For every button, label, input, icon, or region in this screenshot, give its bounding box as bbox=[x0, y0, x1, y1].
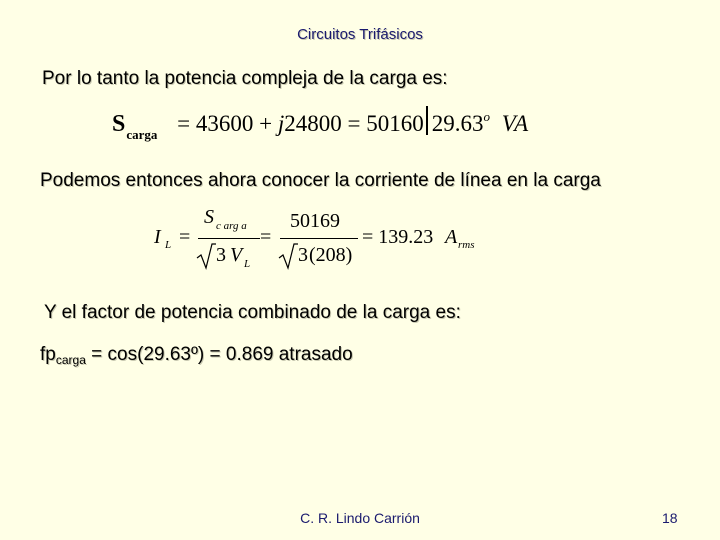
power-factor-result bbox=[40, 344, 353, 367]
eq2-unit: A bbox=[445, 226, 458, 248]
eq1-imag: 24800 = 50160 bbox=[284, 111, 424, 136]
footer-author: C. R. Lindo Carrión bbox=[300, 510, 420, 526]
sqrt-symbol-1 bbox=[196, 242, 216, 270]
eq2-lhs: I bbox=[154, 226, 161, 248]
eq2-den2-paren: (208) bbox=[309, 244, 353, 266]
eq1-symbol: S bbox=[112, 111, 126, 137]
eq2-unit-sub: rms bbox=[458, 239, 475, 251]
eq1-angle: 29.63$^o$ bbox=[426, 106, 490, 135]
eq2-lhs-sub: L bbox=[165, 239, 172, 251]
eq2-den1-sub: L bbox=[244, 258, 251, 270]
fp-subscript: carga bbox=[55, 353, 86, 367]
eq2-result: = 139.23 bbox=[362, 226, 434, 248]
eq2-num1-sub: c arg a bbox=[216, 220, 247, 232]
equation-complex-power bbox=[112, 106, 528, 143]
eq1-j: j bbox=[277, 111, 285, 136]
eq1-subscript: carga bbox=[126, 127, 158, 142]
eq2-den1-coef: 3 bbox=[216, 244, 226, 266]
eq2-equals-2: = bbox=[260, 226, 272, 248]
text-line-power-factor: Y el factor de potencia combinado de la carga es: bbox=[44, 302, 461, 323]
eq2-fraction-bar-1 bbox=[198, 238, 260, 239]
eq1-real: = 43600 + bbox=[177, 111, 273, 136]
eq2-num2: 50169 bbox=[290, 210, 340, 232]
equation-line-current bbox=[152, 206, 492, 272]
eq2-fraction-bar-2 bbox=[280, 238, 358, 239]
text-line-line-current: Podemos entonces ahora conocer la corriente de línea en la carga bbox=[40, 170, 601, 191]
eq2-num1: S bbox=[204, 206, 214, 228]
eq2-equals-1: = bbox=[179, 226, 191, 248]
eq1-unit: VA bbox=[501, 111, 529, 136]
text-line-complex-power: Por lo tanto la potencia compleja de la carga es: bbox=[42, 68, 448, 89]
eq2-den1-var: V bbox=[230, 244, 243, 266]
fp-prefix: fp bbox=[40, 344, 56, 365]
slide-title: Circuitos Trifásicos bbox=[297, 26, 423, 43]
page-number: 18 bbox=[662, 510, 678, 526]
eq2-den2-coef: 3 bbox=[298, 244, 308, 266]
fp-value: = cos(29.63º) = 0.869 atrasado bbox=[85, 344, 353, 365]
sqrt-symbol-2 bbox=[278, 242, 298, 270]
